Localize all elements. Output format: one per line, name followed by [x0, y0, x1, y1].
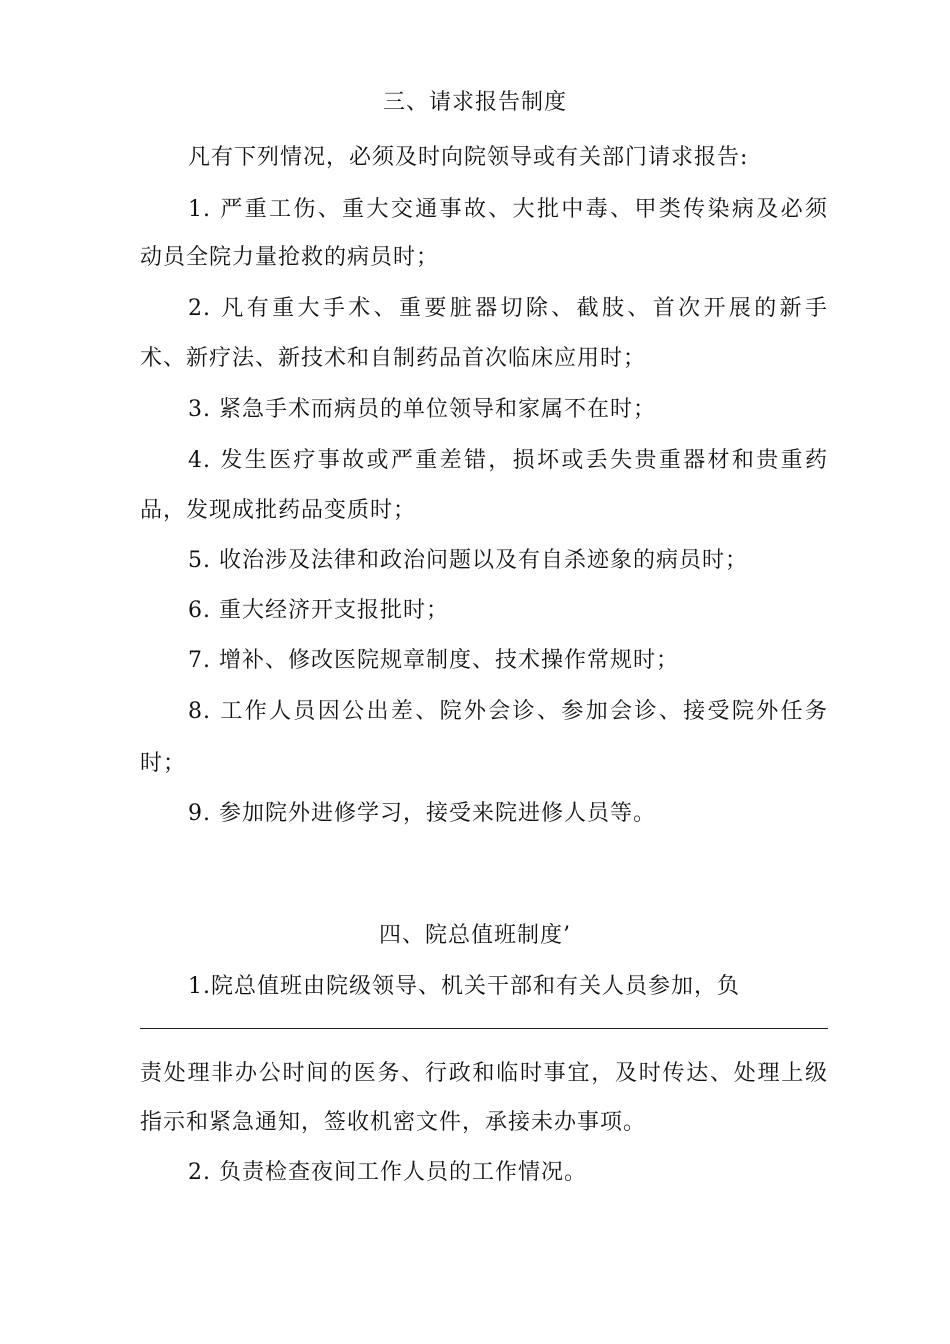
section-4-title: 四、院总值班制度’ — [379, 923, 571, 948]
item-7: 7. 增补、修改医院规章制度、技术操作常规时； — [188, 648, 679, 673]
section-4-item-2: 2. 负责检查夜间工作人员的工作情况。 — [188, 1160, 587, 1185]
section-4-item-1-line-2: 责处理非办公时间的医务、行政和临时事宜，及时传达、处理上级 — [140, 1061, 828, 1086]
item-2-line-2: 术、新疗法、新技术和自制药品首次临床应用时； — [140, 346, 647, 371]
section-4-item-1-line-1: 1.院总值班由院级领导、机关干部和有关人员参加，负 — [188, 974, 740, 999]
item-6: 6. 重大经济开支报批时； — [188, 598, 449, 623]
item-8-line-2: 时； — [140, 751, 187, 776]
item-1-line-1: 1. 严重工伤、重大交通事故、大批中毒、甲类传染病及必须 — [188, 197, 828, 222]
section-3-title: 三、请求报告制度 — [382, 90, 567, 115]
item-4-line-2: 品，发现成批药品变质时； — [140, 498, 417, 523]
section-3-intro: 凡有下列情况，必须及时向院领导或有关部门请求报告: — [188, 145, 749, 170]
section-4-item-1-line-3: 指示和紧急通知，签收机密文件，承接未办事项。 — [140, 1110, 647, 1135]
item-3: 3. 紧急手术而病员的单位领导和家属不在时； — [188, 397, 656, 422]
horizontal-divider — [140, 1028, 828, 1029]
item-9: 9. 参加院外进修学习，接受来院进修人员等。 — [188, 801, 656, 826]
item-8-line-1: 8. 工作人员因公出差、院外会诊、参加会诊、接受院外任务 — [188, 699, 828, 724]
item-1-line-2: 动员全院力量抢救的病员时； — [140, 245, 440, 270]
item-5: 5. 收治涉及法律和政治问题以及有自杀迹象的病员时； — [188, 548, 748, 573]
item-4-line-1: 4. 发生医疗事故或严重差错，损坏或丢失贵重器材和贵重药 — [188, 448, 828, 473]
item-2-line-1: 2. 凡有重大手术、重要脏器切除、截肢、首次开展的新手 — [188, 296, 828, 321]
